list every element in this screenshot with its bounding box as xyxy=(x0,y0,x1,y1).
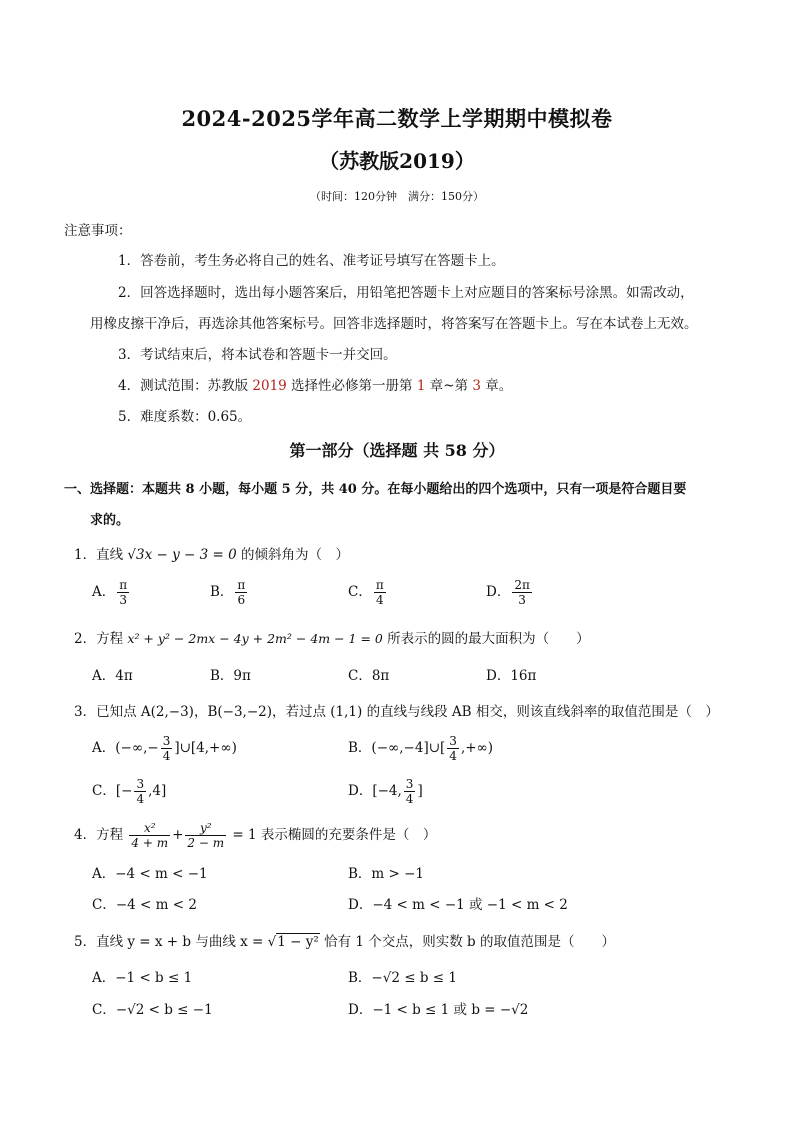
q2-stem xyxy=(74,627,590,647)
q1-b-fraction xyxy=(235,578,247,607)
q2-option-c: C．8π xyxy=(348,668,390,684)
q3-a-den: 4 xyxy=(162,749,171,763)
q1-c-fraction xyxy=(374,578,386,607)
q3-d-num: 3 xyxy=(405,777,414,791)
q4-stem: 4．方程 $\frac{\text{x²}}{4 + m}$ + $\frac{\text{y²}}{2 - m}$ = 1 表示椭圆的充要条件是（ ） xyxy=(74,821,437,850)
q4-stem-pre: 4．方程 xyxy=(74,827,128,843)
q5-option-c: C．−√2 < b ≤ −1 xyxy=(92,1002,213,1018)
q5-stem xyxy=(74,930,615,950)
q5-sqrt: √1 − y² xyxy=(267,934,319,950)
q3-b-num: 3 xyxy=(449,734,457,748)
q3-stem: 3．已知点 A(2,−3)，B(−3,−2)，若过点 (1,1) 的直线与线段 AB 相交，则该直线斜率的取值范围是（ ） xyxy=(74,704,719,720)
q1-stem-post: 的倾斜角为（ ） xyxy=(236,547,349,563)
note-4-ch-end: 3 xyxy=(472,378,481,394)
q1-a-den: 3 xyxy=(119,593,128,607)
q3-d-pre: [−4, xyxy=(372,783,402,799)
note-3: 3．考试结束后，将本试卷和答题卡一并交回。 xyxy=(118,347,397,363)
q1-a-fraction xyxy=(117,578,129,607)
q3-c-fraction xyxy=(134,777,146,806)
q4-option-a: A．−4 < m < −1 xyxy=(92,866,208,882)
q3-option-c xyxy=(92,777,166,806)
section-intro-a: 一、选择题：本题共 8 小题，每小题 5 分，共 40 分。在每小题给出的四个选项中，只有一项是符合题目要 xyxy=(64,482,687,497)
q3-c-pre: [− xyxy=(115,783,133,799)
q3-b-label: B． xyxy=(348,740,372,756)
note-5: 5．难度系数：0.65。 xyxy=(118,409,252,425)
q4-option-d: D．−4 < m < −1 或 −1 < m < 2 xyxy=(348,897,568,913)
q3-b-fraction xyxy=(447,734,459,763)
q3-d-post: ] xyxy=(417,783,423,799)
q1-d-num: 2π xyxy=(514,578,530,592)
q1-c-den: 4 xyxy=(375,593,384,607)
q3-c-post: ,4] xyxy=(148,783,167,799)
q5-option-d: D．−1 < b ≤ 1 或 b = −√2 xyxy=(348,1002,529,1018)
q4-f1-num: x² xyxy=(129,821,170,836)
note-4-post: 章。 xyxy=(480,378,513,394)
q1-d-fraction xyxy=(512,578,532,607)
q3-d-den: 4 xyxy=(405,792,414,806)
q1-b-num: π xyxy=(237,578,246,592)
note-2b: 用橡皮擦干净后，再选涂其他答案标号。回答非选择题时，将答案写在答题卡上。写在本试卷上无效。 xyxy=(90,316,698,332)
q1-b-den: 6 xyxy=(237,593,246,607)
q1-option-d xyxy=(486,578,534,607)
q1-equation: √3x − y − 3 = 0 xyxy=(127,547,237,563)
q4-option-b: B．m > −1 xyxy=(348,866,425,882)
q5-sqrt-radicand: 1 − y² xyxy=(277,934,319,950)
q1-option-a xyxy=(92,578,131,607)
q3-c-num: 3 xyxy=(136,777,145,791)
q3-a-label: A． xyxy=(92,740,116,756)
note-1: 1．答卷前，考生务必将自己的姓名、准考证号填写在答题卡上。 xyxy=(118,253,505,269)
q2-option-d: D．16π xyxy=(486,668,537,684)
q3-b-pre: (−∞,−4]∪[ xyxy=(371,740,446,756)
q1-a-num: π xyxy=(119,578,128,592)
q3-a-num: 3 xyxy=(162,734,171,748)
q1-c-label: C． xyxy=(348,584,372,600)
q3-a-fraction xyxy=(161,734,173,763)
exam-meta: （时间：120分钟 满分：150分） xyxy=(310,190,484,203)
note-4-mid: 选择性必修第一册第 xyxy=(286,378,417,394)
q2-option-b: B．9π xyxy=(210,668,251,684)
section-title: 第一部分（选择题 共 58 分） xyxy=(289,441,505,460)
q1-stem xyxy=(74,543,349,563)
section-intro-b: 求的。 xyxy=(90,513,130,528)
q4-f2-num: y² xyxy=(185,821,226,836)
q1-option-b xyxy=(210,578,249,607)
q5-option-b: B．−√2 ≤ b ≤ 1 xyxy=(348,970,457,986)
q3-option-d xyxy=(348,777,423,806)
q3-a-post: ]∪[4,+∞) xyxy=(174,740,237,756)
q1-d-den: 3 xyxy=(518,593,526,607)
note-4-mid2: 章~第 xyxy=(425,378,473,394)
q2-stem-post: 所表示的圆的最大面积为（ ） xyxy=(382,631,590,647)
q4-f2-den: 2 − m xyxy=(187,836,225,850)
q1-c-num: π xyxy=(375,578,384,592)
note-4-ch-start: 1 xyxy=(416,378,426,394)
q3-d-fraction xyxy=(404,777,416,806)
q1-d-label: D． xyxy=(486,584,511,600)
q3-d-label: D． xyxy=(348,783,373,799)
note-2a: 2．回答选择题时，选出每小题答案后，用铅笔把答题卡上对应题目的答案标号涂黑。如需改动， xyxy=(118,285,694,301)
note-4-edition: 2019 xyxy=(252,378,287,394)
q4-fraction-1 xyxy=(129,821,170,850)
note-4-pre: 4．测试范围：苏教版 xyxy=(118,378,253,394)
q3-option-a xyxy=(92,734,237,763)
q3-b-post: ,+∞) xyxy=(460,740,494,756)
q5-option-a: A．−1 < b ≤ 1 xyxy=(92,970,193,986)
q5-stem-post: 恰有 1 个交点，则实数 b 的取值范围是（ ） xyxy=(319,934,615,950)
q1-a-label: A． xyxy=(92,584,116,600)
exam-title: 2024-2025学年高二数学上学期期中模拟卷 xyxy=(181,106,613,131)
q2-equation: x² + y² − 2mx − 4y + 2m² − 4m − 1 = 0 xyxy=(127,631,383,646)
q3-option-b xyxy=(348,734,493,763)
q1-option-c xyxy=(348,578,388,607)
q4-option-c: C．−4 < m < 2 xyxy=(92,897,197,913)
q3-c-den: 4 xyxy=(136,792,145,806)
q4-fraction-2 xyxy=(185,821,226,850)
q3-a-pre: (−∞,− xyxy=(115,740,159,756)
note-4 xyxy=(118,374,512,394)
q3-b-den: 4 xyxy=(449,749,457,763)
q2-stem-pre: 2．方程 xyxy=(74,631,128,647)
q5-stem-pre: 5．直线 y = x + b 与曲线 x = xyxy=(74,934,268,950)
q3-c-label: C． xyxy=(92,783,116,799)
q4-f1-den: 4 + m xyxy=(131,836,169,850)
q1-b-label: B． xyxy=(210,584,234,600)
q2-option-a: A．4π xyxy=(92,668,133,684)
q1-stem-pre: 1．直线 xyxy=(74,547,128,563)
notes-heading: 注意事项： xyxy=(64,223,132,239)
q4-stem-post: = 1 表示椭圆的充要条件是（ ） xyxy=(228,827,437,843)
exam-subtitle: （苏教版2019） xyxy=(319,149,475,173)
